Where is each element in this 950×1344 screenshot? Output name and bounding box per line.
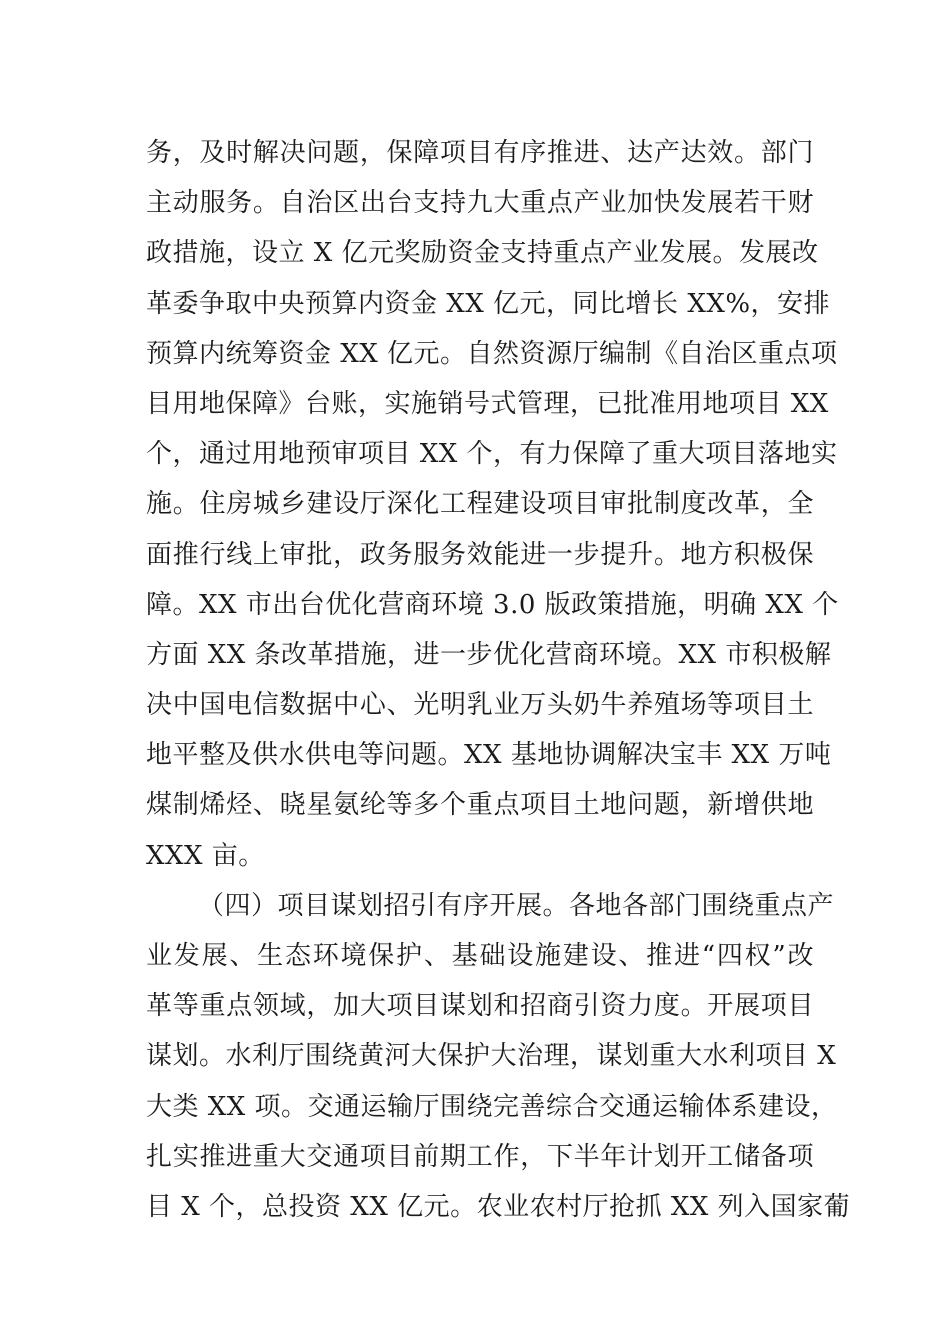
text-line: 个，通过用地预审项目 XX 个，有力保障了重大项目落地实 [146,439,838,470]
text-line: 地平整及供水供电等问题。XX 基地协调解决宝丰 XX 万吨 [146,740,832,771]
section-heading-line: （四）项目谋划招引有序开展。各地各部门围绕重点产 [198,890,835,921]
text-line: 施。住房城乡建设厅深化工程建设项目审批制度改革，全 [146,489,814,520]
text-line: 方面 XX 条改革措施，进一步优化营商环境。XX 市积极解 [146,639,832,670]
text-line: 扎实推进重大交通项目前期工作，下半年计划开工储备项 [146,1141,814,1172]
text-line: 目 X 个，总投资 XX 亿元。农业农村厅抢抓 XX 列入国家葡 [146,1191,851,1222]
text-line: 目用地保障》台账，实施销号式管理，已批准用地项目 XX [146,388,829,419]
text-line: 面推行线上审批，政务服务效能进一步提升。地方积极保 [146,539,814,570]
text-line: 业发展、生态环境保护、基础设施建设、推进“四权”改 [146,941,814,971]
text-line: 谋划。水利厅围绕黄河大保护大治理，谋划重大水利项目 X [146,1041,837,1072]
text-line: 政措施，设立 X 亿元奖励资金支持重点产业发展。发展改 [146,238,819,269]
text-line: 决中国电信数据中心、光明乳业万头奶牛养殖场等项目土 [146,690,814,721]
text-line: 务，及时解决问题，保障项目有序推进、达产达效。部门 [146,138,814,168]
text-line: 障。XX 市出台优化营商环境 3.0 版政策措施，明确 XX 个 [146,589,839,620]
text-line: 煤制烯烃、晓星氨纶等多个重点项目土地问题，新增供地 [146,790,814,821]
text-line: 大类 XX 项。交通运输厅围绕完善综合交通运输体系建设， [146,1091,838,1122]
text-line: XXX 亩。 [146,840,265,871]
text-line: 预算内统筹资金 XX 亿元。自然资源厅编制《自治区重点项 [146,338,838,369]
body-text [146,128,851,1232]
text-line: 革委争取中央预算内资金 XX 亿元，同比增长 XX%，安排 [146,288,831,319]
text-line: 革等重点领域，加大项目谋划和招商引资力度。开展项目 [146,991,814,1022]
text-line: 主动服务。自治区出台支持九大重点产业加快发展若干财 [146,188,814,219]
